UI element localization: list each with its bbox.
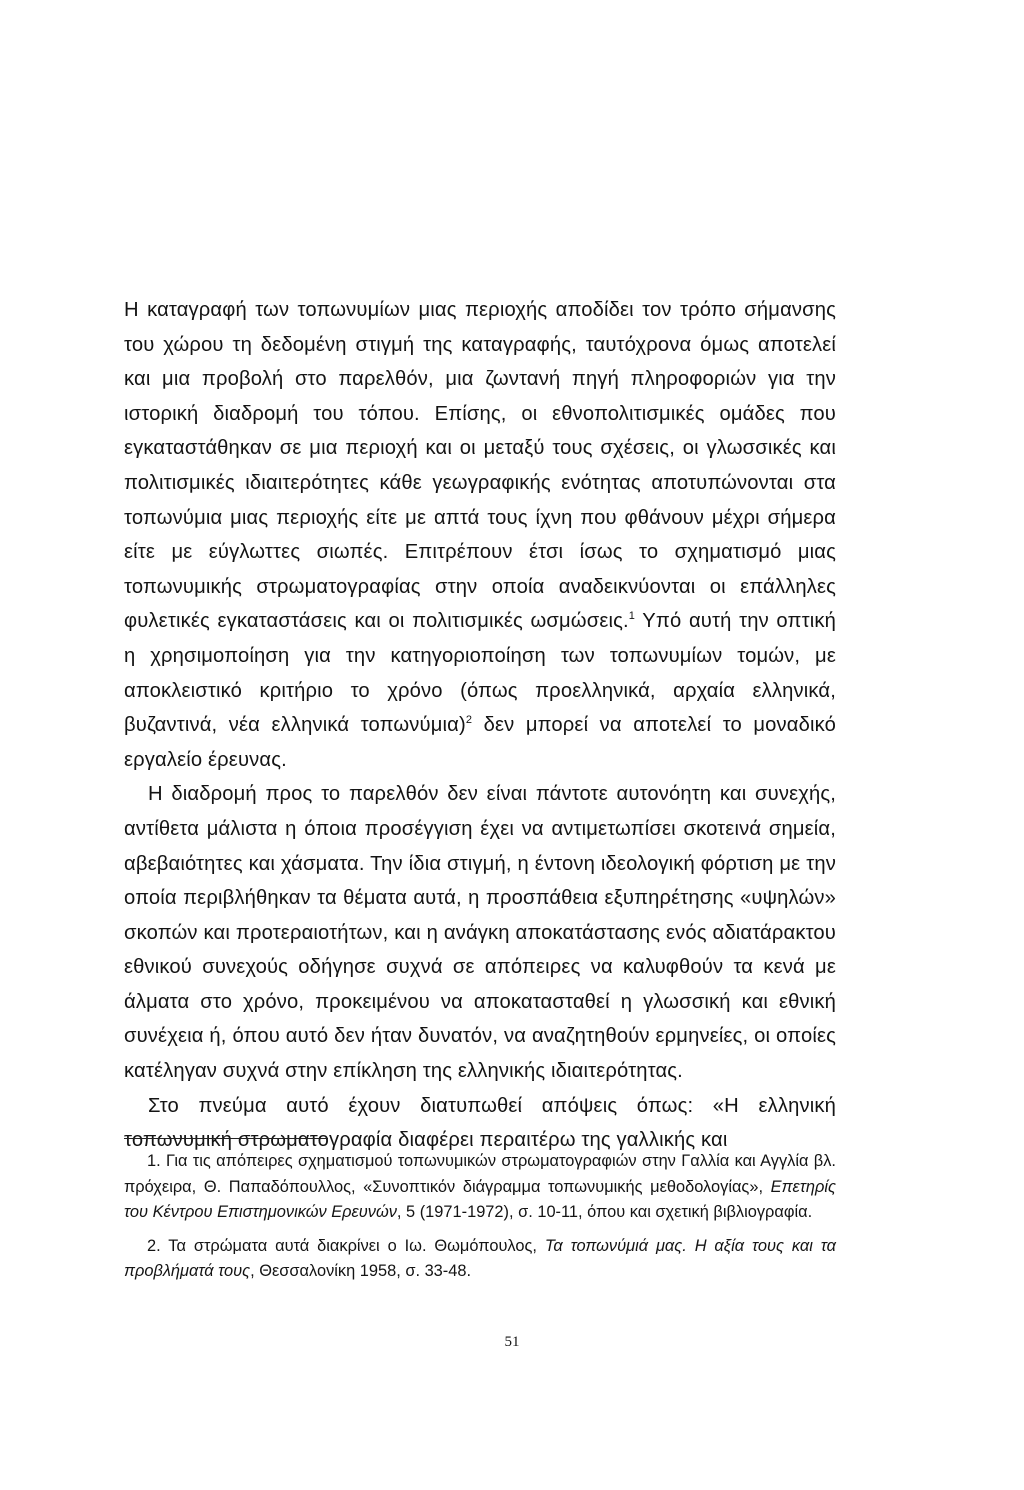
paragraph-2: Η διαδρομή προς το παρελθόν δεν είναι πάντοτε αυτονόητη και συνεχής, αντίθετα μάλιστα η όποια προσέγγιση έχει να αντιμετωπίσει σκοτεινά σημεία, αβεβαιότητες και χάσματα. Την ίδια στιγμή, η έντονη ιδεολογική φόρτιση με την οποία περιβλήθηκαν τα θέματα αυτά, η προσπάθεια εξυπηρέτησης «υψηλών» σκοπών και προτεραιοτήτων, και η ανάγκη αποκατάστασης ενός αδιατάρακτου εθνικού συνεχούς οδήγησε συχνά σε απόπειρες να καλυφθούν τα κενά με άλματα στο χρόνο, προκειμένου να αποκατασταθεί η γλωσσική και εθνική συνέχεια ή, όπου αυτό δεν ήταν δυνατόν, να αναζητηθούν ερμηνείες, οι οποίες κατέληγαν συχνά στην επίκληση της ελληνικής ιδιαιτερότητας. [124, 783, 836, 1083]
footnote-1-text-a: 1. Για τις απόπειρες σχηματισμού τοπωνυμικών στρωματογραφιών στην Γαλλία και Αγγλία βλ. πρόχειρα, Θ. Παπαδόπουλλος, «Συνοπτικόν διάγραμμα τοπωνυμικής μεθοδολογίας», [124, 1152, 836, 1196]
paragraph-1-part-b: Υπό αυτή την οπτική η χρησιμοποίηση για την κατηγοριοποίηση των τοπωνυμίων τομών, με αποκλειστικό κριτήριο το χρόνο (όπως προελληνικά, αρχαία ελληνικά, βυζαντινά, νέα ελληνικά τοπωνύμια) [124, 610, 836, 737]
paragraph-1-part-c: δεν μπορεί να αποτελεί το μοναδικό εργαλείο έρευνας. [124, 714, 836, 771]
footnote-2 [124, 1234, 836, 1285]
footnote-2-text-a: 2. Τα στρώματα αυτά διακρίνει ο Ιω. Θωμόπουλος, [147, 1236, 545, 1255]
footnote-1-text-b: , 5 (1971-1972), σ. 10-11, όπου και σχετική βιβλιογραφία. [396, 1203, 813, 1222]
paragraph-3: Στο πνεύμα αυτό έχουν διατυπωθεί απόψεις όπως: «Η ελληνική τοπωνυμική στρωματογραφία διαφέρει περαιτέρω της γαλλικής και [124, 1094, 836, 1152]
footnotes [124, 1149, 836, 1293]
footnote-divider [124, 1138, 328, 1139]
paragraph-1-part-a: Η καταγραφή των τοπωνυμίων μιας περιοχής αποδίδει τον τρόπο σήμανσης του χώρου τη δεδομένη στιγμή της καταγραφής, ταυτόχρονα όμως αποτελεί και μια προβολή στο παρελθόν, μια ζωντανή πηγή πληροφοριών για την ιστορική διαδρομή του τόπου. Επίσης, οι εθνοπολιτισμικές ομάδες που εγκαταστάθηκαν σε μια περιοχή και οι μεταξύ τους σχέσεις, οι γλωσσικές και πολιτισμικές ιδιαιτερότητες κάθε γεωγραφικής ενότητας αποτυπώνονται στα τοπωνύμια μιας περιοχής είτε με απτά τους ίχνη που φθάνουν μέχρι σήμερα είτε με εύγλωττες σιωπές. Επιτρέπουν έτσι ίσως το σχηματισμό μιας τοπωνυμικής στρωματογραφίας στην οποία αναδεικνύονται οι επάλληλες φυλετικές εγκαταστάσεις και οι πολιτισμικές ωσμώσεις. [124, 299, 836, 633]
main-text [124, 293, 836, 1158]
paragraph-1 [124, 293, 836, 777]
footnote-2-text-b: , Θεσσαλονίκη 1958, σ. 33-48. [250, 1262, 472, 1281]
footnote-1-title: Επετηρίς του Κέντρου Επιστημονικών Ερευνών [124, 1177, 836, 1222]
footnote-1 [124, 1149, 836, 1226]
footnote-2-title: Τα τοπωνύμιά μας. Η αξία τους και τα προβλήματά τους [124, 1236, 837, 1281]
page-number: 51 [504, 1334, 520, 1350]
footnote-ref-1: 1 [628, 610, 636, 623]
footnote-ref-2: 2 [465, 714, 473, 727]
